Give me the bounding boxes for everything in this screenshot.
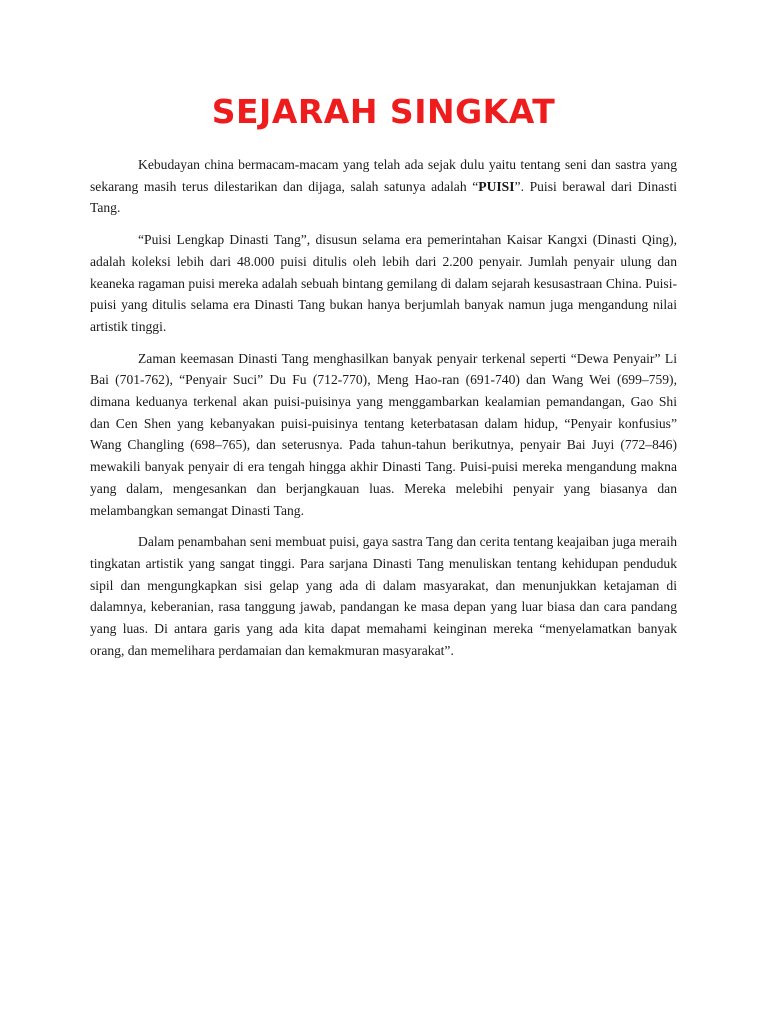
paragraph-4: Dalam penambahan seni membuat puisi, gaya sastra Tang dan cerita tentang keajaiban juga meraih tingkatan artistik yang sangat tinggi. Para sarjana Dinasti Tang menuliskan tentang kehidupan penduduk sipil dan mengungkapkan sisi gelap yang ada di dalam masyarakat, dan menunjukkan ketajaman di dalamnya, keberanian, rasa tanggung jawab, pandangan ke masa depan yang luar biasa dan cara pandang yang luas. Di antara garis yang ada kita dapat memahami keinginan mereka “menyelamatkan banyak orang, dan memelihara perdamaian dan kemakmuran masyarakat”. [90,534,677,658]
paragraph-1-bold-term: PUISI [478,178,515,194]
paragraph-1-text-end: ”. Puisi berawal dari Dinasti Tang. [90,178,677,216]
paragraph-3: Zaman keemasan Dinasti Tang menghasilkan banyak penyair terkenal seperti “Dewa Penyair” Li Bai (701-762), “Penyair Suci” Du Fu (712-770), Meng Hao-ran (691-740) dan Wang Wei (699–759), dimana keduanya terkenal akan puisi-puisinya yang menggambarkan kealamian pemandangan, Gao Shi dan Cen Shen yang kebanyakan puisi-puisinya tentang keterbatasan dalam hidup, “Penyair konfusius” Wang Changling (698–765), dan seterusnya. Pada tahun-tahun berikutnya, penyair Bai Juyi (772–846) mewakili banyak penyair di era tengah hingga akhir Dinasti Tang. Puisi-puisi mereka mengandung makna yang dalam, mengesankan dan berjangkauan luas. Mereka melebihi penyair yang biasanya dan melambangkan semangat Dinasti Tang. [90,350,677,518]
paragraph-2: “Puisi Lengkap Dinasti Tang”, disusun selama era pemerintahan Kaisar Kangxi (Dinasti Qing), adalah koleksi lebih dari 48.000 puisi ditulis oleh lebih dari 2.200 penyair. Jumlah penyair ulung dan keaneka ragaman puisi mereka adalah sebuah bintang gemilang di dalam sejarah kesusastraan China. Puisi-puisi yang ditulis selama era Dinasti Tang bukan hanya berjumlah banyak namun juga mengandung nilai artistik tinggi. [90,232,677,334]
document-page [90,88,677,671]
paragraph-1-text-start: Kebudayan china bermacam-macam yang telah ada sejak dulu yaitu tentang seni dan sastra yang sekarang masih terus dilestarikan dan dijaga, salah satunya adalah “ [90,157,677,194]
paragraph-1 [90,154,677,219]
document-title: SEJARAH SINGKAT [211,92,556,131]
